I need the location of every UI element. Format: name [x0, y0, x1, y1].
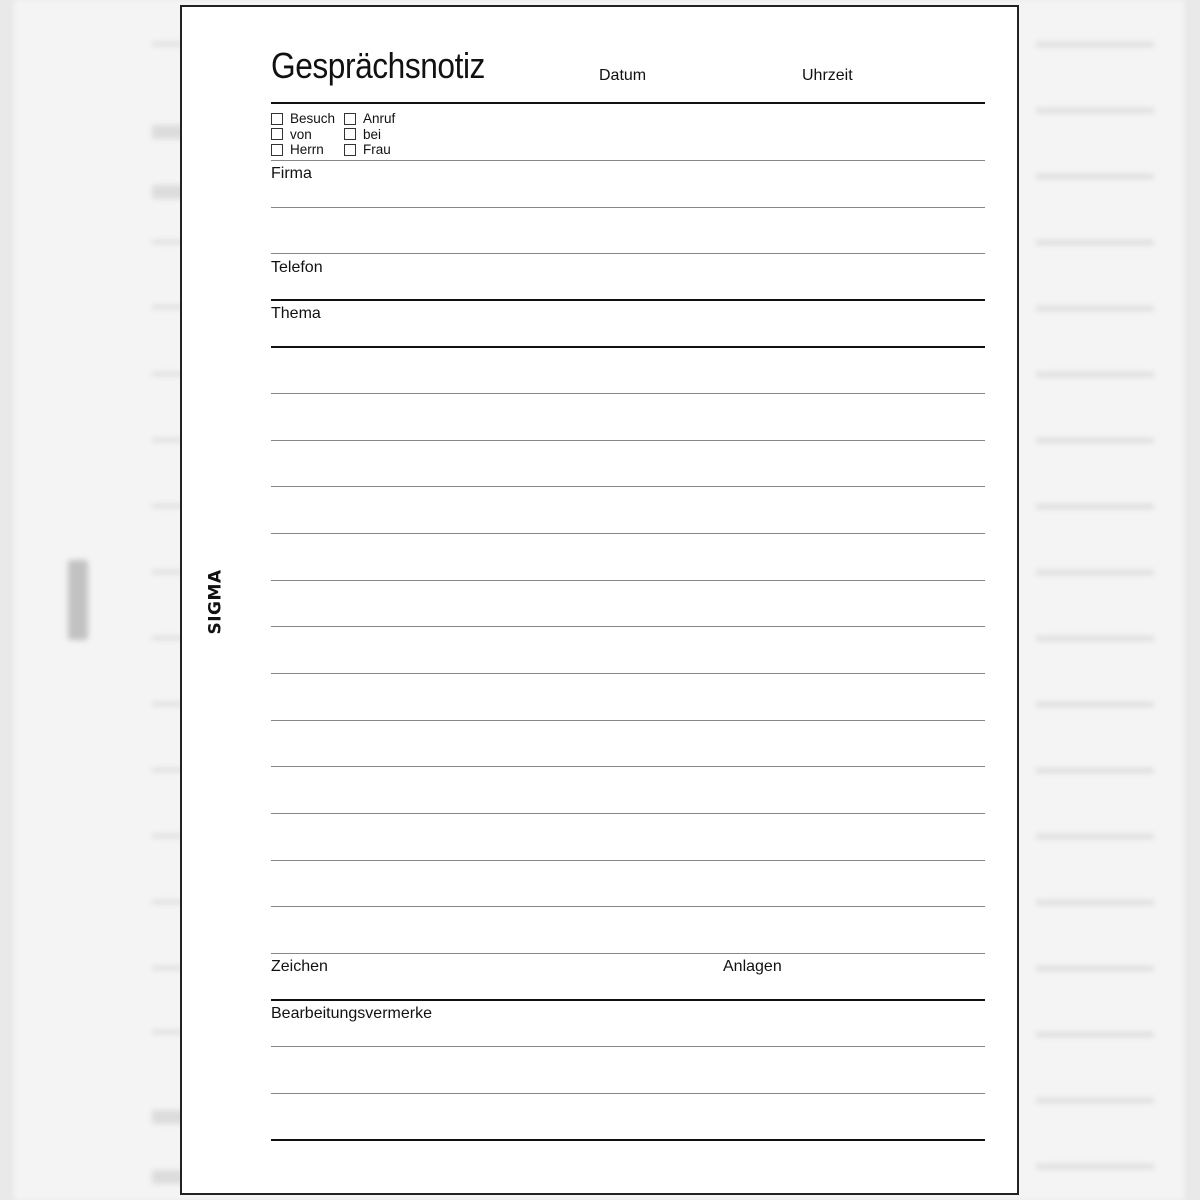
checkbox-mr[interactable] — [271, 142, 335, 158]
checkbox-group-right — [344, 111, 395, 158]
checkbox-call[interactable] — [344, 111, 395, 127]
phone-line[interactable] — [271, 299, 985, 301]
note-line[interactable] — [271, 533, 985, 534]
date-label: Datum — [599, 67, 647, 84]
checkbox-visit[interactable] — [271, 111, 335, 127]
note-line[interactable] — [271, 813, 985, 814]
form-sheet — [180, 5, 1019, 1195]
checkbox-label: Anruf — [363, 111, 396, 127]
header-rule — [271, 102, 985, 104]
note-line[interactable] — [271, 953, 985, 954]
note-line[interactable] — [271, 860, 985, 861]
checkbox-box[interactable] — [344, 128, 356, 140]
checkbox-box[interactable] — [344, 144, 356, 156]
notes-label: Bearbeitungsvermerke — [271, 1005, 432, 1022]
sign-line[interactable] — [271, 999, 985, 1001]
note-line[interactable] — [271, 580, 985, 581]
notes-line[interactable] — [271, 1139, 985, 1141]
attachments-label: Anlagen — [723, 958, 782, 975]
checkbox-label: bei — [363, 126, 382, 142]
checkbox-box[interactable] — [344, 113, 356, 125]
checkbox-mrs[interactable] — [344, 142, 395, 158]
checkbox-label: Frau — [363, 142, 391, 158]
note-line[interactable] — [271, 906, 985, 907]
checkbox-box[interactable] — [271, 128, 283, 140]
time-label: Uhrzeit — [802, 67, 853, 84]
note-line[interactable] — [271, 440, 985, 441]
checkbox-box[interactable] — [271, 144, 283, 156]
note-line[interactable] — [271, 393, 985, 394]
checkbox-at[interactable] — [344, 127, 395, 143]
checkbox-label: von — [290, 126, 312, 142]
company-line[interactable] — [271, 207, 985, 208]
note-line[interactable] — [271, 766, 985, 767]
brand-logo — [196, 569, 236, 635]
form-title: Gesprächsnotiz — [271, 45, 485, 86]
topic-label: Thema — [271, 305, 321, 322]
sign-label: Zeichen — [271, 958, 328, 975]
form-rule — [271, 160, 985, 161]
checkbox-label: Herrn — [290, 142, 324, 158]
phone-label: Telefon — [271, 259, 323, 276]
note-line[interactable] — [271, 720, 985, 721]
note-line[interactable] — [271, 673, 985, 674]
checkbox-group-left — [271, 111, 335, 158]
brand-text: SIGMA — [206, 569, 227, 635]
background-spine — [68, 560, 88, 640]
note-line[interactable] — [271, 626, 985, 627]
checkbox-from[interactable] — [271, 127, 335, 143]
company-label: Firma — [271, 165, 312, 182]
topic-line[interactable] — [271, 346, 985, 348]
notes-line[interactable] — [271, 1046, 985, 1047]
note-line[interactable] — [271, 486, 985, 487]
notes-line[interactable] — [271, 1093, 985, 1094]
checkbox-label: Besuch — [290, 111, 336, 127]
company-line-2[interactable] — [271, 253, 985, 254]
checkbox-box[interactable] — [271, 113, 283, 125]
